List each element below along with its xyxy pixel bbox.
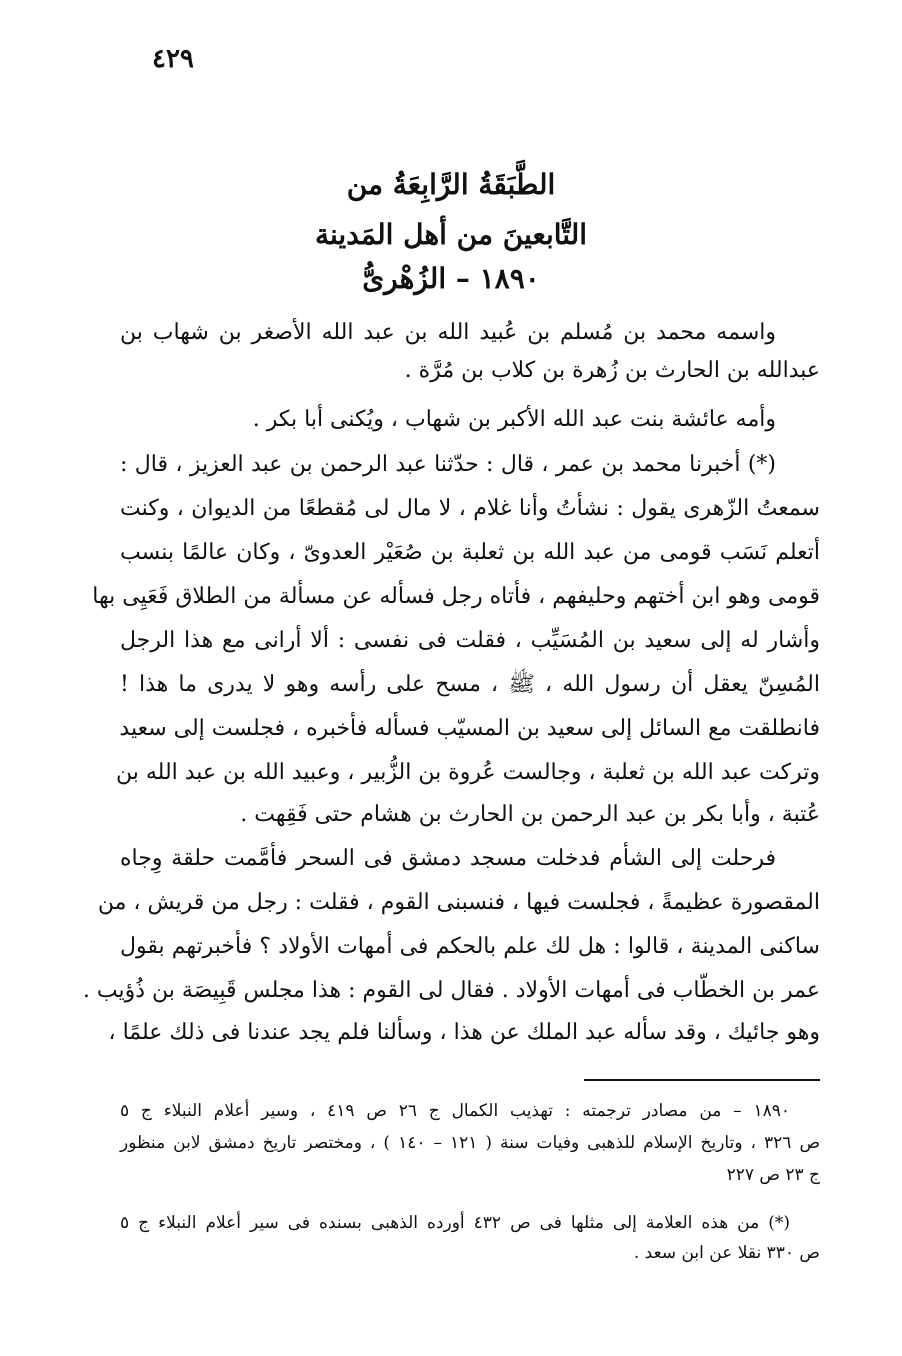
body-line: عبدالله بن الحارث بن زُهرة بن كلاب بن مُرَّة . [404,358,820,383]
body-line: عمر بن الخطّاب فى أمهات الأولاد . فقال لى القوم : هذا مجلس قَبِيصَة بن ذُؤيب . [82,978,820,1003]
body-line: وتركت عبد الله بن ثعلبة ، وجالست عُروة بن الزُّبير ، وعبيد الله بن عبد الله بن [116,760,820,785]
body-line: واسمه محمد بن مُسلم بن عُبيد الله بن عبد الله الأصغر بن شهاب بن [120,320,776,345]
body-line: وهو جائيك ، وقد سأله عبد الملك عن هذا ، وسألنا فلم يجد عندنا فى ذلك علمًا ، [108,1020,820,1045]
body-line: وأمه عائشة بنت عبد الله الأكبر بن شهاب ، ويُكنى أبا بكر . [252,407,776,432]
footnote-line: ص ٣٢٦ ، وتاريخ الإسلام للذهبى وفيات سنة ( ١٢١ – ١٤٠ ) ، ومختصر تاريخ دمشق لابن منظور [120,1133,820,1153]
footnote-line: ص ٣٣٠ نقلا عن ابن سعد . [633,1243,820,1263]
footnote-separator [584,1079,820,1081]
section-heading-line-2: التَّابعينَ من أهل المَدينة [314,218,588,251]
body-line: قومى وهو ابن أختهم وحليفهم ، فأتاه رجل فسأله عن مسألة من الطلاق فَعَيِى بها [92,584,820,609]
body-line: سمعتُ الزّهرى يقول : نشأتُ وأنا غلام ، لا مال لى مُقطعًا من الديوان ، وكنت [120,496,820,521]
body-line: فرحلت إلى الشأم فدخلت مسجد دمشق فى السحر فأمَّمت حلقة وِجاه [120,846,776,871]
page-number: ٤٢٩ [152,44,194,74]
body-line: فانطلقت مع السائل إلى سعيد بن المسيّب فسأله فأخبره ، فجلست إلى سعيد [119,716,820,741]
footnote-line: (*) من هذه العلامة إلى مثلها فى ص ٤٣٢ أورده الذهبى بسنده فى سير أعلام النبلاء ج ٥ [120,1213,791,1233]
body-line: (*) أخبرنا محمد بن عمر ، قال : حدّثنا عبد الرحمن بن عبد العزيز ، قال : [120,452,776,477]
body-line: عُتبة ، وأبا بكر بن عبد الرحمن بن الحارث بن هشام حتى فَقِهت . [240,802,820,827]
body-line: المقصورة عظيمةً ، فجلست فيها ، فنسبنى القوم ، فقلت : رجل من قريش ، من [97,890,820,915]
footnote-line: ج ٢٣ ص ٢٢٧ [726,1165,820,1185]
body-line: أتعلم نَسَب قومى من عبد الله بن ثعلبة بن صُعَيْر العدوىّ ، وكان عالمًا بنسب [120,540,820,565]
entry-title: ١٨٩٠ – الزُهْرىُّ [362,262,540,295]
body-line: وأشار له إلى سعيد بن المُسَيِّب ، فقلت فى نفسى : ألا أرانى مع هذا الرجل [120,628,820,653]
body-line: ساكنى المدينة ، قالوا : هل لك علم بالحكم فى أمهات الأولاد ؟ فأخبرتهم بقول [120,934,820,959]
footnote-line: ١٨٩٠ – من مصادر ترجمته : تهذيب الكمال ج ٢٦ ص ٤١٩ ، وسير أعلام النبلاء ج ٥ [120,1101,790,1121]
body-line: المُسِنّ يعقل أن رسول الله ، ﷺ ، مسح على رأسه وهو لا يدرى ما هذا ! [120,672,820,697]
section-heading-line-1: الطَّبَقَةُ الرَّابِعَةُ من [346,168,556,201]
